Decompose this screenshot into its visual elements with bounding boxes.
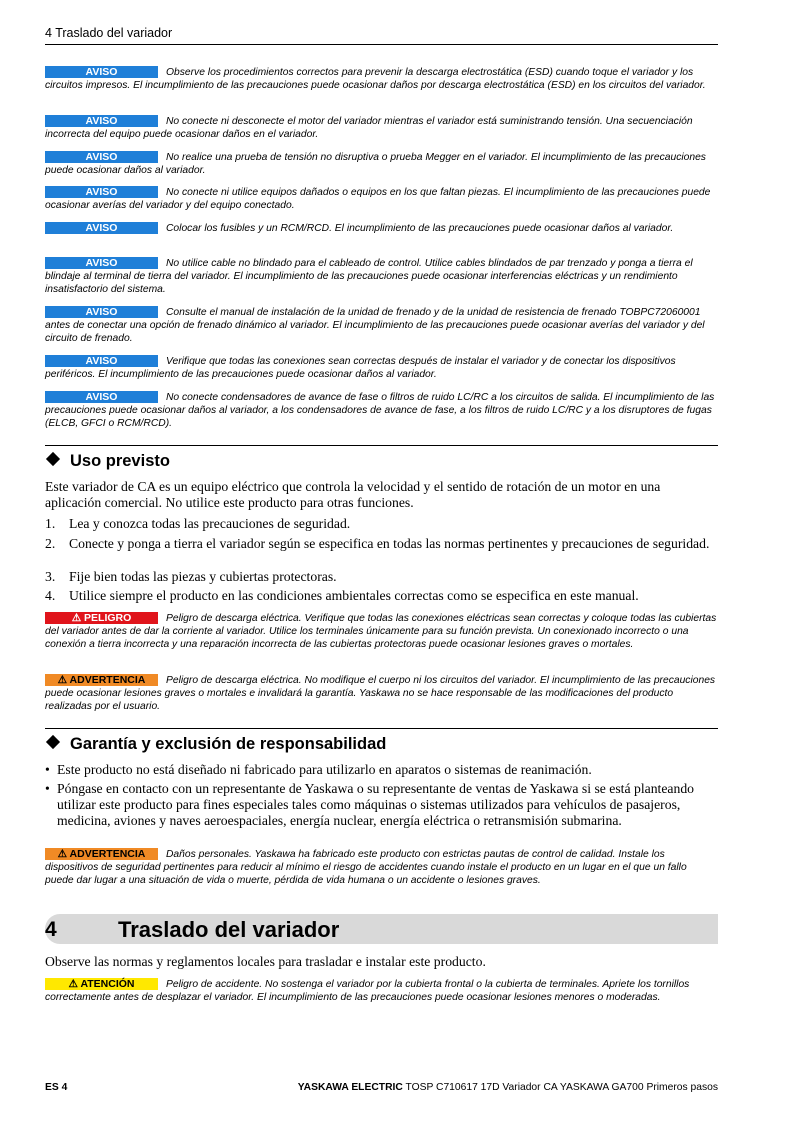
section-divider bbox=[45, 445, 718, 446]
list-item: 1. Lea y conozca todas las precauciones de seguridad. bbox=[45, 516, 351, 531]
paragraph: Este variador de CA es un equipo eléctrico que controla la velocidad y el sentido de rotación de un motor en una aplicación comercial. No utilice este producto para otras funciones. bbox=[45, 479, 661, 510]
section-heading-uso: Uso previsto bbox=[45, 451, 170, 471]
aviso-notice: AVISO No utilice cable no blindado para el cableado de control. Utilice cables blindados de par trenzado y ponga a tierra el blindaje al terminal de tierra del variador. El incumplimiento de las precauciones puede ocasionar interferencias eléctricas y un rendimiento insatisfactorio del sistema. bbox=[45, 257, 693, 295]
chapter-heading bbox=[45, 914, 718, 944]
section-heading-garantia: Garantía y exclusión de responsabilidad bbox=[45, 734, 386, 754]
aviso-label: AVISO bbox=[45, 186, 158, 198]
footer-doc-info bbox=[298, 1082, 718, 1093]
aviso-notice: AVISO No conecte condensadores de avance de fase o filtros de ruido LC/RC a los circuitos de salida. El incumplimiento de las precauciones puede ocasionar daños al variador, a los condensadores de avance de fase, a los filtros de ruido LC/RC y a los disruptores de fugas (ELCB, GFCI o RCM/RCD). bbox=[45, 391, 715, 429]
aviso-notice: AVISO Verifique que todas las conexiones sean correctas después de instalar el variador y de conectar los dispositivos periféricos. El incumplimiento de las precauciones puede ocasionar daños al variador. bbox=[45, 355, 676, 380]
advertencia-label: ⚠ ADVERTENCIA bbox=[45, 674, 158, 686]
atencion-notice: ⚠ ATENCIÓN Peligro de accidente. No sostenga el variador por la cubierta frontal o la cubierta de terminales. Apriete los tornillos correctamente antes de desplazar el variador. El incumplimiento de las precauciones puede ocasionar lesiones menores o moderadas. bbox=[45, 978, 690, 1003]
aviso-notice: AVISO No conecte ni desconecte el motor del variador mientras el variador está suministrando tensión. Una secuenciación incorrecta del equipo puede ocasionar daños en el variador. bbox=[45, 115, 693, 140]
footer-brand: YASKAWA ELECTRIC bbox=[297, 1082, 403, 1093]
aviso-label: AVISO bbox=[45, 151, 158, 163]
paragraph: Observe las normas y reglamentos locales para trasladar e instalar este producto. bbox=[45, 954, 486, 969]
warning-triangle-icon: ⚠ bbox=[71, 612, 82, 624]
aviso-label: AVISO bbox=[45, 391, 158, 403]
section-divider bbox=[45, 728, 718, 729]
aviso-label: AVISO bbox=[45, 306, 158, 318]
bullet-item: • Póngase en contacto con un representante de Yaskawa o su representante de ventas de Yaskawa si se está planteando utilizar este producto para fines especiales tales como máquinas o sistemas utilizados para vehículos de pasajeros, medicina, aviones y naves aeroespaciales, energía nuclear, energía eléctrica o retransmisión submarina. bbox=[45, 781, 695, 828]
running-head: 4 Traslado del variador bbox=[45, 24, 718, 45]
diamond-icon bbox=[46, 735, 60, 749]
aviso-notice: AVISO Consulte el manual de instalación de la unidad de frenado y de la unidad de resistencia de frenado TOBPC72060001 antes de conectar una opción de frenado dinámico al variador. El incumplimiento de las precauciones puede ocasionar averías del variador y del circuito de frenado. bbox=[45, 306, 705, 344]
warning-triangle-icon: ⚠ bbox=[57, 674, 68, 686]
aviso-label: AVISO bbox=[45, 355, 158, 367]
aviso-label: AVISO bbox=[45, 66, 158, 78]
aviso-notice: AVISO No realice una prueba de tensión no disruptiva o prueba Megger en el variador. El incumplimiento de las precauciones puede ocasionar daños al variador. bbox=[45, 151, 706, 176]
list-item: 2. Conecte y ponga a tierra el variador según se especifica en todas las normas pertinentes y precauciones de seguridad. bbox=[45, 536, 710, 551]
warning-triangle-icon: ⚠ bbox=[57, 848, 68, 860]
aviso-label: AVISO bbox=[45, 222, 158, 234]
peligro-label: ⚠ PELIGRO bbox=[45, 612, 158, 624]
bullet-item: • Este producto no está diseñado ni fabricado para utilizarlo en aparatos o sistemas de reanimación. bbox=[45, 762, 592, 777]
footer-doc: TOSP C710617 17D Variador CA YASKAWA GA700 Primeros pasos bbox=[405, 1082, 718, 1093]
aviso-label: AVISO bbox=[45, 257, 158, 269]
chapter-title: Traslado del variador bbox=[118, 917, 340, 942]
advertencia-notice: ⚠ ADVERTENCIA Daños personales. Yaskawa ha fabricado este producto con estrictas pautas de control de calidad. Instale los dispositivos de seguridad pertinentes para reducir al mínimo el riesgo de accidentes cuando instale el producto en un lugar en el que un fallo puede dar lugar a una situación de vida o muerte, pérdida de vida humana o un accidente o lesiones graves. bbox=[45, 848, 687, 886]
atencion-label: ⚠ ATENCIÓN bbox=[45, 978, 158, 990]
advertencia-notice: ⚠ ADVERTENCIA Peligro de descarga eléctrica. No modifique el cuerpo ni los circuitos del variador. El incumplimiento de las precauciones puede ocasionar lesiones graves o mortales e invalidará la garantía. Yaskawa no se hace responsable de las modificaciones del producto realizadas por el usuario. bbox=[45, 674, 716, 712]
warning-triangle-icon: ⚠ bbox=[68, 978, 78, 990]
aviso-label: AVISO bbox=[45, 115, 158, 127]
aviso-notice: AVISO Observe los procedimientos correctos para prevenir la descarga electrostática (ESD) cuando toque el variador y los circuitos impresos. El incumplimiento de las precauciones puede ocasionar daños por descarga electrostática (ESD) en los circuitos del variador. bbox=[45, 66, 706, 91]
advertencia-label: ⚠ ADVERTENCIA bbox=[45, 848, 158, 860]
chapter-number: 4 bbox=[45, 918, 57, 941]
peligro-notice: ⚠ PELIGRO Peligro de descarga eléctrica. Verifique que todas las conexiones eléctricas sean correctas y coloque todas las cubiertas del variador antes de dar la corriente al variador. Utilice los terminales únicamente para su función prevista. Un conexionado incorrecto o una conexión a tierra incorrecta y una reparación incorrecta de las cubiertas protectoras puede ocasionar lesiones graves o mortales. bbox=[45, 612, 717, 650]
list-item: 3. Fije bien todas las piezas y cubiertas protectoras. bbox=[45, 569, 337, 584]
diamond-icon bbox=[46, 452, 60, 466]
page-number: ES 4 bbox=[45, 1082, 68, 1093]
aviso-notice: AVISO No conecte ni utilice equipos dañados o equipos en los que faltan piezas. El incumplimiento de las precauciones puede ocasionar averías del variador y del equipo conectado. bbox=[45, 186, 711, 211]
aviso-notice: AVISO Colocar los fusibles y un RCM/RCD. El incumplimiento de las precauciones puede ocasionar daños al variador. bbox=[45, 222, 718, 235]
list-item: 4. Utilice siempre el producto en las condiciones ambientales correctas como se especifica en este manual. bbox=[45, 588, 639, 603]
